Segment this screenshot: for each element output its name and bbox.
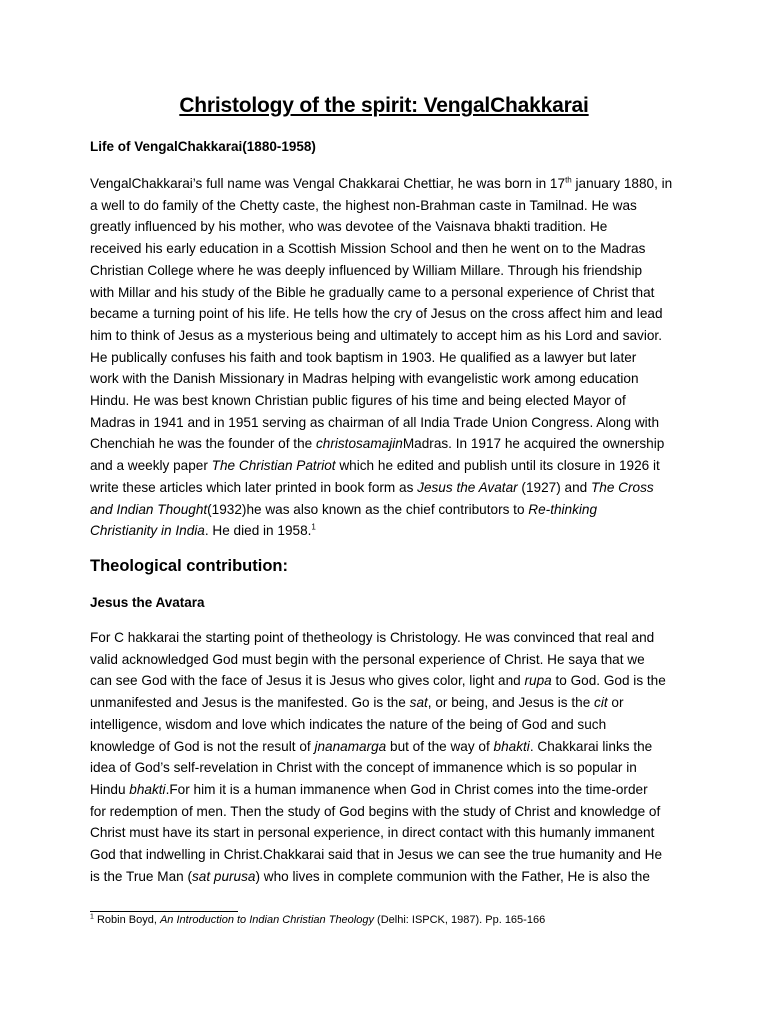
text-line: intelligence, wisdom and love which indicates the nature of the being of God and such	[90, 716, 607, 732]
text-line: write these articles which later printed in book form as Jesus the Avatar (1927) and The Cross	[90, 479, 654, 495]
text-line: valid acknowledged God must begin with the personal experience of Christ. He saya that we	[90, 651, 645, 667]
paragraph-life	[90, 173, 680, 542]
text-line: is the True Man (sat purusa) who lives in complete communion with the Father, He is also the	[90, 868, 650, 884]
text-line: a well to do family of the Chetty caste, the highest non-Brahman caste in Tamilnad. He was	[90, 197, 637, 213]
text-line: VengalChakkarai’s full name was Vengal Chakkarai Chettiar, he was born in 17th january 1880, in	[90, 175, 673, 191]
text-line: for redemption of men. Then the study of God begins with the study of Christ and knowledge of	[90, 803, 661, 819]
footnote: $^1$ Robin Boyd, An Introduction to Indian Christian Theology (Delhi: ISPCK, 1987). Pp. 165-166	[90, 913, 546, 926]
text-line: Hindu bhakti.For him it is a human immanence when God in Christ comes into the time-order	[90, 781, 648, 797]
text-line: Christian College where he was deeply influenced by William Millare. Through his friendship	[90, 262, 643, 278]
text-line: God that indwelling in Christ.Chakkarai said that in Jesus we can see the true humanity and He	[90, 847, 662, 863]
footnote-separator	[90, 911, 238, 912]
text-line: greatly influenced by his mother, who was devotee of the Vaisnava bhakti tradition. He	[90, 219, 608, 235]
text-line: Christianity in India. He died in 1958.$^1$	[90, 522, 316, 539]
text-line: and a weekly paper The Christian Patriot which he edited and publish until its closure in 1926 it	[90, 458, 660, 474]
text-line: Hindu. He was best known Christian public figures of his time and being elected Mayor of	[90, 393, 626, 409]
text-line: received his early education in a Scottish Mission School and then he went on to the Madras	[90, 241, 646, 257]
text-line: became a turning point of his life. He tells how the cry of Jesus on the cross affect him and lead	[90, 306, 663, 322]
text-line: Christ must have its start in personal experience, in direct contact with this humanly immanent	[90, 825, 655, 841]
paragraph-avatara	[90, 627, 680, 887]
text-line: idea of God’s self-revelation in Christ with the concept of immanence which is so popular in	[90, 760, 637, 776]
text-line: He publically confuses his faith and took baptism in 1903. He qualified as a lawyer but later	[90, 349, 637, 365]
section-heading-theology: Theological contribution:	[90, 557, 288, 575]
footnote-reference: 1	[311, 522, 316, 532]
text-line: unmanifested and Jesus is the manifested. Go is the sat, or being, and Jesus is the cit or	[90, 695, 624, 711]
text-line: with Millar and his study of the Bible he gradually came to a personal experience of Christ that	[90, 284, 655, 300]
text-line: For C hakkarai the starting point of thetheology is Christology. He was convinced that real and	[90, 630, 655, 645]
text-line: him to think of Jesus as a mysterious being and ultimately to accept him as his Lord and savior.	[90, 327, 662, 343]
section-heading-life: Life of VengalChakkarai(1880-1958)	[90, 139, 316, 154]
text-line: can see God with the face of Jesus it is Jesus who gives color, light and rupa to God. God is the	[90, 673, 666, 689]
text-line: Chenchiah he was the founder of the christosamajinMadras. In 1917 he acquired the ownership	[90, 436, 665, 452]
text-line: and Indian Thought(1932)he was also known as the chief contributors to Re-thinking	[90, 501, 598, 517]
subsection-heading-avatara: Jesus the Avatara	[90, 595, 205, 610]
page-title: Christology of the spirit: VengalChakkarai	[179, 94, 589, 117]
text-line: Madras in 1941 and in 1951 serving as chairman of all India Trade Union Congress. Along with	[90, 414, 660, 430]
text-line: knowledge of God is not the result of jnanamarga but of the way of bhakti. Chakkarai links the	[90, 738, 653, 754]
text-line: work with the Danish Missionary in Madras helping with evangelistic work among education	[90, 371, 639, 387]
footnote-marker: 1	[90, 913, 94, 921]
